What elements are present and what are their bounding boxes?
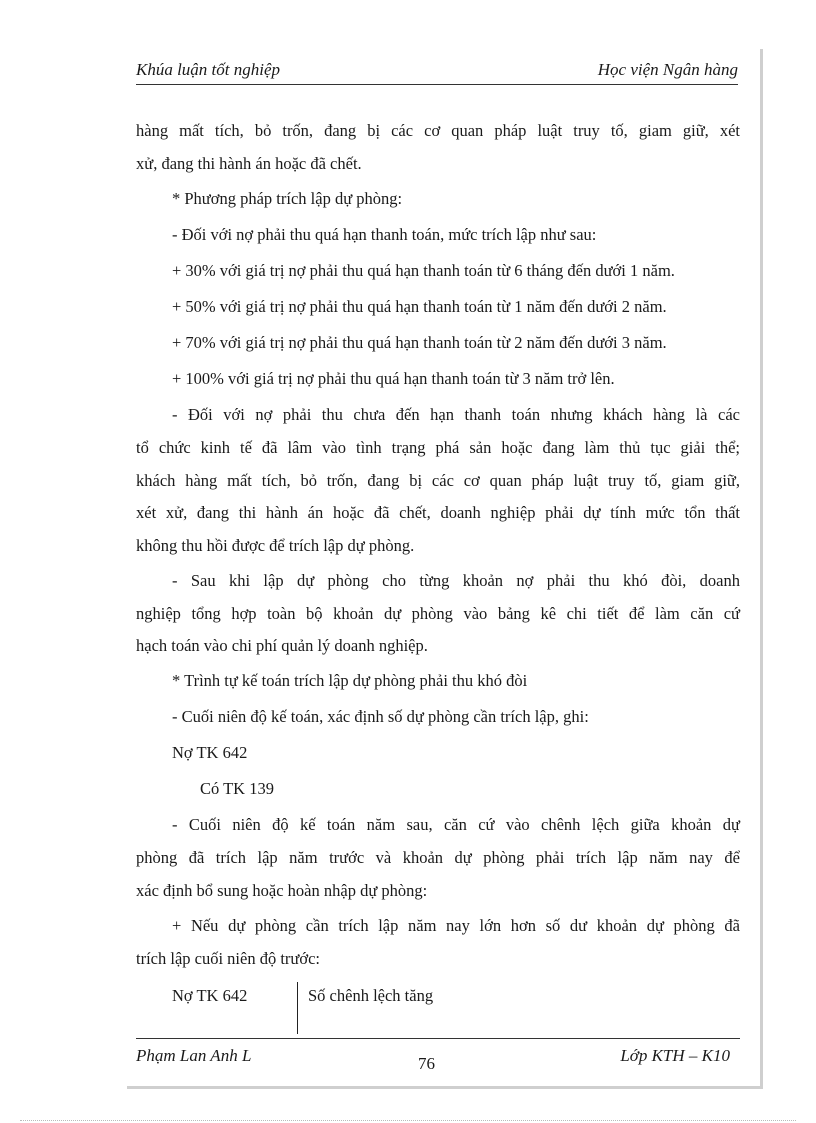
body-line: không thu hồi được để trích lập dự phòng.: [136, 536, 415, 555]
body-line: - Sau khi lập dự phòng cho từng khoản nợ phải thu khó đòi, doanh: [172, 571, 740, 590]
journal-entry-table: [172, 982, 740, 1034]
body-line: trích lập cuối niên độ trước:: [136, 949, 320, 968]
body-line: + 50% với giá trị nợ phải thu quá hạn thanh toán từ 1 năm đến dưới 2 năm.: [172, 297, 667, 316]
body-line: nghiệp tổng hợp toàn bộ khoản dự phòng vào bảng kê chi tiết để làm căn cứ: [136, 604, 740, 623]
header-thesis-title: Khúa luận tốt nghiệp: [136, 60, 281, 79]
body-line: hàng mất tích, bỏ trốn, đang bị các cơ quan pháp luật truy tố, giam giữ, xét: [136, 121, 740, 140]
page-break-rule: [20, 1120, 796, 1121]
body-line: + Nếu dự phòng cần trích lập năm nay lớn hơn số dư khoản dự phòng đã: [172, 916, 740, 935]
page-header: [136, 58, 738, 85]
body-line: xác định bổ sung hoặc hoàn nhập dự phòng:: [136, 881, 428, 900]
body-line: xử, đang thi hành án hoặc đã chết.: [136, 154, 362, 173]
body-line: - Cuối niên độ kế toán, xác định số dự phòng cần trích lập, ghi:: [172, 707, 589, 726]
header-institution: Học viện Ngân hàng: [597, 60, 738, 79]
body-line: Nợ TK 642: [172, 743, 248, 762]
body-line: khách hàng mất tích, bỏ trốn, đang bị các cơ quan pháp luật truy tố, giam giữ,: [136, 471, 740, 490]
body-line: - Cuối niên độ kế toán năm sau, căn cứ vào chênh lệch giữa khoản dự: [172, 815, 740, 834]
page-footer: [136, 1046, 740, 1076]
body-line: tổ chức kinh tế đã lâm vào tình trạng phá sản hoặc đang làm thủ tục giải thể;: [136, 438, 740, 457]
entry-account: Nợ TK 642: [172, 986, 248, 1005]
body-line: hạch toán vào chi phí quản lý doanh nghiệp.: [136, 636, 428, 655]
body-line: Có TK 139: [200, 779, 274, 798]
body-line: + 70% với giá trị nợ phải thu quá hạn thanh toán từ 2 năm đến dưới 3 năm.: [172, 333, 667, 352]
table-divider: [297, 982, 298, 1034]
footer-author: Phạm Lan Anh L: [136, 1046, 252, 1065]
body-line: * Phương pháp trích lập dự phòng:: [172, 189, 403, 208]
body-line: phòng đã trích lập năm trước và khoản dự phòng phải trích lập năm nay để: [136, 848, 740, 867]
body-line: xét xử, đang thi hành án hoặc đã chết, doanh nghiệp phải dự tính mức tổn thất: [136, 503, 740, 522]
body-line: + 100% với giá trị nợ phải thu quá hạn thanh toán từ 3 năm trở lên.: [172, 369, 615, 388]
page-number: 76: [418, 1054, 435, 1073]
body-line: + 30% với giá trị nợ phải thu quá hạn thanh toán từ 6 tháng đến dưới 1 năm.: [172, 261, 675, 280]
footer-rule: [136, 1038, 740, 1039]
footer-class: Lớp KTH – K10: [620, 1046, 730, 1065]
body-line: * Trình tự kế toán trích lập dự phòng phải thu khó đòi: [172, 671, 528, 690]
entry-description: Số chênh lệch tăng: [308, 986, 434, 1005]
body-line: - Đối với nợ phải thu chưa đến hạn thanh toán nhưng khách hàng là các: [172, 405, 740, 424]
body-line: - Đối với nợ phải thu quá hạn thanh toán, mức trích lập như sau:: [172, 225, 597, 244]
